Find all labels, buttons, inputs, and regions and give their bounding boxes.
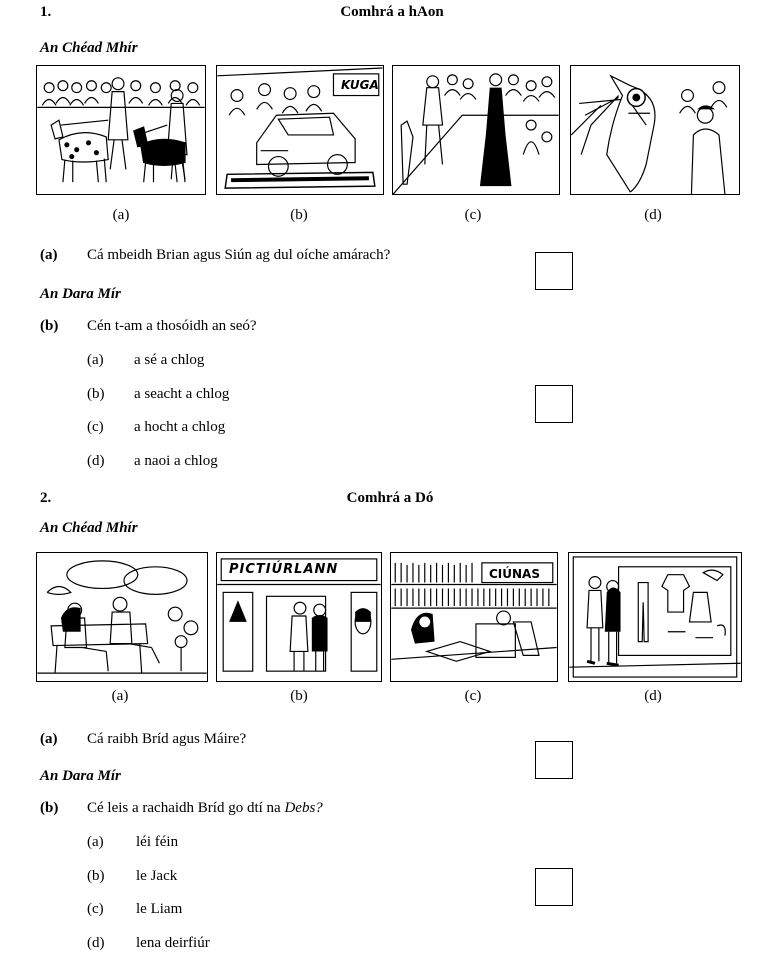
section-1-question-a-text: Cá mbeidh Brian agus Siún ag dul oíche amárach? xyxy=(87,247,391,263)
section-2-option-c-text: le Liam xyxy=(136,901,183,917)
section-1-part-1-heading: An Chéad Mhír xyxy=(40,40,138,56)
library-silence-sign: CIÚNAS xyxy=(489,567,540,581)
section-1-option-a-text: a sé a chlog xyxy=(134,352,205,368)
section-2-number: 2. xyxy=(40,490,52,506)
caption-2c: (c) xyxy=(464,688,482,704)
caption-1d: (d) xyxy=(644,207,662,223)
section-1-option-a-label: (a) xyxy=(87,352,104,368)
section-2-question-b-label: (b) xyxy=(40,800,59,816)
cinema-sign: PICTIÚRLANN xyxy=(229,562,339,577)
section-1-question-a-answer-box[interactable] xyxy=(535,252,573,290)
section-2-option-b-label: (b) xyxy=(87,868,105,884)
caption-2d: (d) xyxy=(644,688,662,704)
section-2-question-b-text xyxy=(87,800,323,817)
section-2-part-1-heading: An Chéad Mhír xyxy=(40,520,138,536)
caption-2b: (b) xyxy=(290,688,308,704)
section-2-question-b-text-main: Cé leis a rachaidh Bríd go dtí na xyxy=(87,800,285,816)
picture-1a-dog-show xyxy=(36,65,206,195)
section-2-option-a-text: léi féin xyxy=(136,834,179,850)
section-2-option-b-text: le Jack xyxy=(136,868,178,884)
section-2-option-d-label: (d) xyxy=(87,935,105,951)
car-brand-sign: KUGA xyxy=(341,78,379,92)
picture-2b-cinema xyxy=(216,552,382,682)
section-2-question-a-label: (a) xyxy=(40,731,58,747)
section-1-question-a-label: (a) xyxy=(40,247,58,263)
section-1-option-d-text: a naoi a chlog xyxy=(134,453,218,469)
section-1-number: 1. xyxy=(40,4,52,20)
section-2-option-d-text: lena deirfiúr xyxy=(136,935,210,951)
section-1-question-b-label: (b) xyxy=(40,318,59,334)
picture-2c-library xyxy=(390,552,558,682)
section-2-part-2-heading: An Dara Mír xyxy=(40,768,121,784)
picture-1b-car-show xyxy=(216,65,384,195)
caption-1a: (a) xyxy=(112,207,130,223)
caption-1b: (b) xyxy=(290,207,308,223)
section-1-option-b-label: (b) xyxy=(87,386,105,402)
section-1-option-c-text: a hocht a chlog xyxy=(134,419,226,435)
section-1-title: Comhrá a hAon xyxy=(340,4,444,20)
section-1-question-b-answer-box[interactable] xyxy=(535,385,573,423)
picture-1c-fashion-show xyxy=(392,65,560,195)
section-1-part-2-heading: An Dara Mír xyxy=(40,286,121,302)
section-1-option-d-label: (d) xyxy=(87,453,105,469)
caption-1c: (c) xyxy=(464,207,482,223)
section-2-question-a-text: Cá raibh Bríd agus Máire? xyxy=(87,731,247,747)
section-2-option-a-label: (a) xyxy=(87,834,104,850)
section-2-question-a-answer-box[interactable] xyxy=(535,741,573,779)
section-2-title: Comhrá a Dó xyxy=(346,490,434,506)
section-2-question-b-text-italic: Debs? xyxy=(284,800,323,816)
picture-2a-park-bench xyxy=(36,552,208,682)
section-1-option-c-label: (c) xyxy=(87,419,104,435)
picture-1d-horse-racing xyxy=(570,65,740,195)
section-2-question-b-answer-box[interactable] xyxy=(535,868,573,906)
section-2-option-c-label: (c) xyxy=(87,901,104,917)
caption-2a: (a) xyxy=(111,688,129,704)
section-1-option-b-text: a seacht a chlog xyxy=(134,386,230,402)
picture-2d-shop-window xyxy=(568,552,742,682)
section-1-question-b-text: Cén t-am a thosóidh an seó? xyxy=(87,318,257,334)
